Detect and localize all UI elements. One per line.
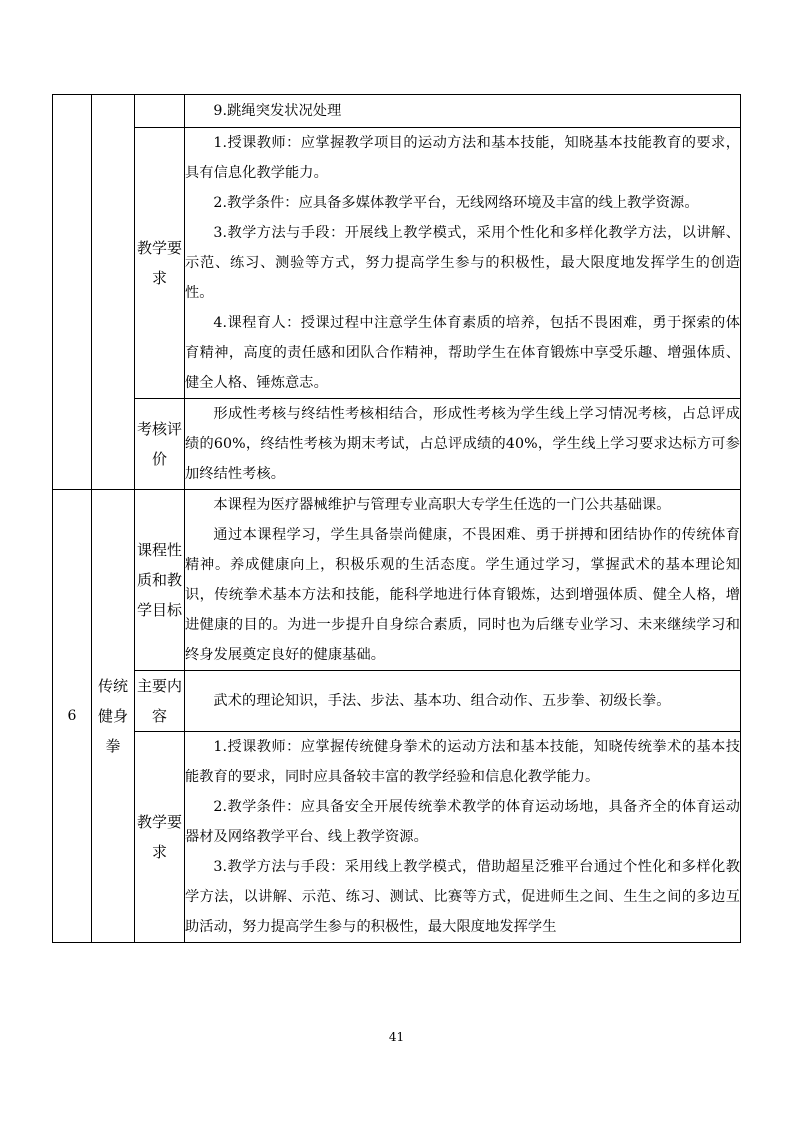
row-label: 课程性质和教学目标 <box>135 490 185 671</box>
content-cell <box>185 671 741 732</box>
prev-course-name-cell <box>92 95 135 490</box>
paragraph: 3.教学方法与手段：开展线上教学模式，采用个性化和多样化教学方法，以讲解、示范、练习、测验等方式，努力提高学生参与的积极性，最大限度地发挥学生的创造性。 <box>185 225 740 301</box>
table-row <box>53 128 741 399</box>
paragraph: 本课程为医疗器械维护与管理专业高职大专学生任选的一门公共基础课。 <box>213 497 671 513</box>
page-number: 41 <box>388 1030 405 1044</box>
content-cell <box>185 95 741 128</box>
paragraph: 1.授课教师：应掌握传统健身拳术的运动方法和基本技能，知晓传统拳术的基本技能教育的要求，同时应具备较丰富的教学经验和信息化教学能力。 <box>185 739 740 785</box>
paragraph: 通过本课程学习，学生具备崇尚健康，不畏困难、勇于拼搏和团结协作的传统体育精神。养成健康向上，积极乐观的生活态度。学生通过学习，掌握武术的基本理论知识，传统拳术基本方法和技能，能科学地进行体育锻炼，达到增强体质、健全人格，增进健康的目的。为进一步提升自身综合素质，同时也为后继专业学习、未来继续学习和终身发展奠定良好的健康基础。 <box>185 527 740 663</box>
prev-item-label-cell <box>135 95 185 128</box>
table-row <box>53 671 741 732</box>
paragraph: 1.授课教师：应掌握教学项目的运动方法和基本技能，知晓基本技能教育的要求，具有信息化教学能力。 <box>185 135 740 181</box>
emergency-item-text: 9.跳绳突发状况处理 <box>213 103 342 119</box>
content-cell <box>185 490 741 671</box>
paragraph: 武术的理论知识，手法、步法、基本功、组合动作、五步拳、初级长拳。 <box>213 693 671 709</box>
table-row <box>53 490 741 671</box>
course-number: 6 <box>53 490 92 943</box>
row-label: 教学要求 <box>135 128 185 399</box>
paragraph: 2.教学条件：应具备安全开展传统拳术教学的体育运动场地，具备齐全的体育运动器材及网络教学平台、线上教学资源。 <box>185 799 740 845</box>
content-cell <box>185 128 741 399</box>
content-cell <box>185 732 741 943</box>
table-row <box>53 399 741 490</box>
prev-course-number-cell <box>53 95 92 490</box>
row-label: 教学要求 <box>135 732 185 943</box>
table-row <box>53 95 741 128</box>
row-label: 主要内容 <box>135 671 185 732</box>
paragraph: 4.课程育人：授课过程中注意学生体育素质的培养，包括不畏困难，勇于探索的体育精神，高度的责任感和团队合作精神，帮助学生在体育锻炼中享受乐趣、增强体质、健全人格、锤炼意志。 <box>185 315 740 391</box>
curriculum-table <box>52 94 741 943</box>
content-cell <box>185 399 741 490</box>
paragraph: 形成性考核与终结性考核相结合，形成性考核为学生线上学习情况考核，占总评成绩的60%，终结性考核为期末考试，占总评成绩的40%，学生线上学习要求达标方可参加终结性考核。 <box>185 406 740 482</box>
course-name: 传统健身拳 <box>92 490 135 943</box>
paragraph: 2.教学条件：应具备多媒体教学平台，无线网络环境及丰富的线上教学资源。 <box>213 195 699 211</box>
paragraph: 3.教学方法与手段：采用线上教学模式，借助超星泛雅平台通过个性化和多样化教学方法，以讲解、示范、练习、测试、比赛等方式，促进师生之间、生生之间的多边互助活动，努力提高学生参与的积极性，最大限度地发挥学生 <box>185 859 740 935</box>
row-label: 考核评价 <box>135 399 185 490</box>
table-row <box>53 732 741 943</box>
